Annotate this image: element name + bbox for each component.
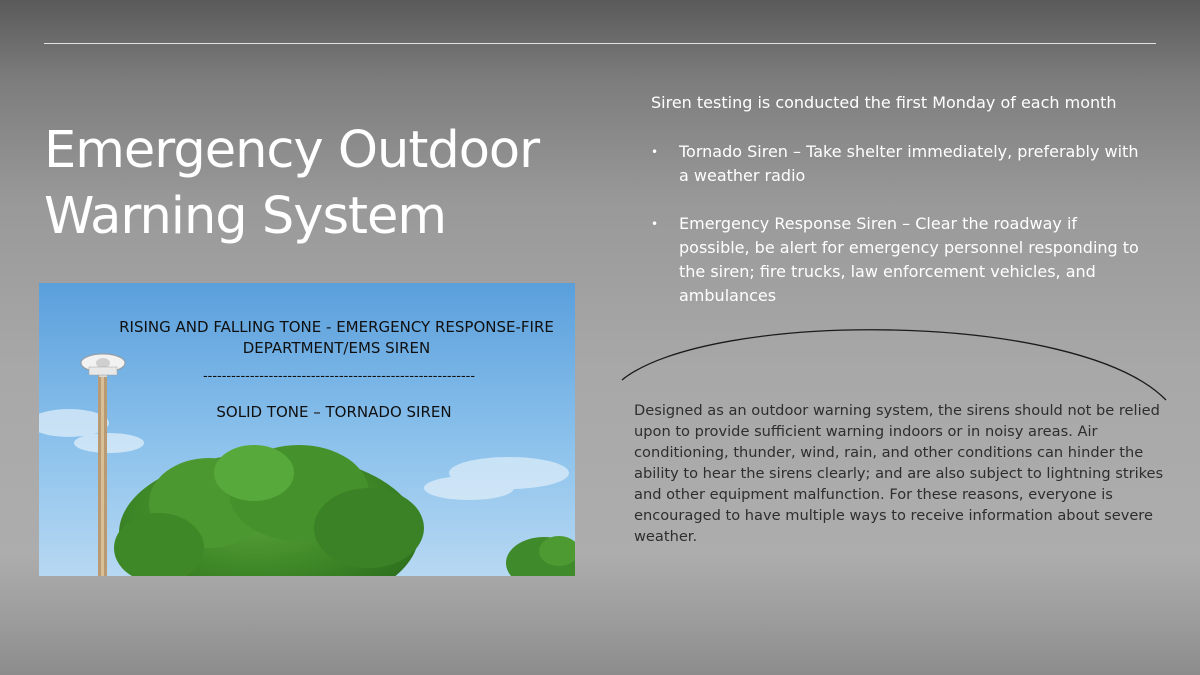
solid-tone-caption: SOLID TONE – TORNADO SIREN	[216, 403, 452, 421]
arc-shape	[618, 318, 1173, 403]
top-divider-line	[44, 43, 1156, 44]
bullet-dot-icon: •	[651, 217, 659, 231]
caption-divider: ----------------------------------------------------------	[202, 369, 476, 384]
slide-title	[44, 118, 604, 250]
slide-title-line-2: Warning System	[44, 187, 447, 246]
decorative-arc	[618, 318, 1173, 403]
testing-schedule-text: Siren testing is conducted the first Monday of each month	[651, 93, 1117, 112]
bullet-tornado-siren	[651, 140, 1141, 188]
bullet-emergency-response-siren	[651, 212, 1141, 308]
siren-photo	[39, 283, 575, 576]
siren-pole	[98, 375, 107, 576]
bullet-text: Tornado Siren – Take shelter immediately, preferably with a weather radio	[679, 142, 1139, 185]
disclaimer-text: Designed as an outdoor warning system, the sirens should not be relied upon to provide sufficient warning indoors or in noisy areas. Air conditioning, thunder, wind, rain, and other conditions can hinder the ability to hear the sirens clearly; and are also subject to lightning strikes and other equipment malfunction. For these reasons, everyone is encouraged to have multiple ways to receive information about severe weather.	[634, 402, 1164, 545]
rising-tone-caption: RISING AND FALLING TONE - EMERGENCY RESPONSE-FIRE DEPARTMENT/EMS SIREN	[119, 318, 554, 357]
bullet-dot-icon: •	[651, 145, 659, 159]
bullet-text: Emergency Response Siren – Clear the roadway if possible, be alert for emergency personnel responding to the siren; fire trucks, law enforcement vehicles, and ambulances	[679, 214, 1139, 305]
slide-title-line-1: Emergency Outdoor	[44, 121, 540, 180]
siren-bullet-list	[651, 140, 1141, 332]
